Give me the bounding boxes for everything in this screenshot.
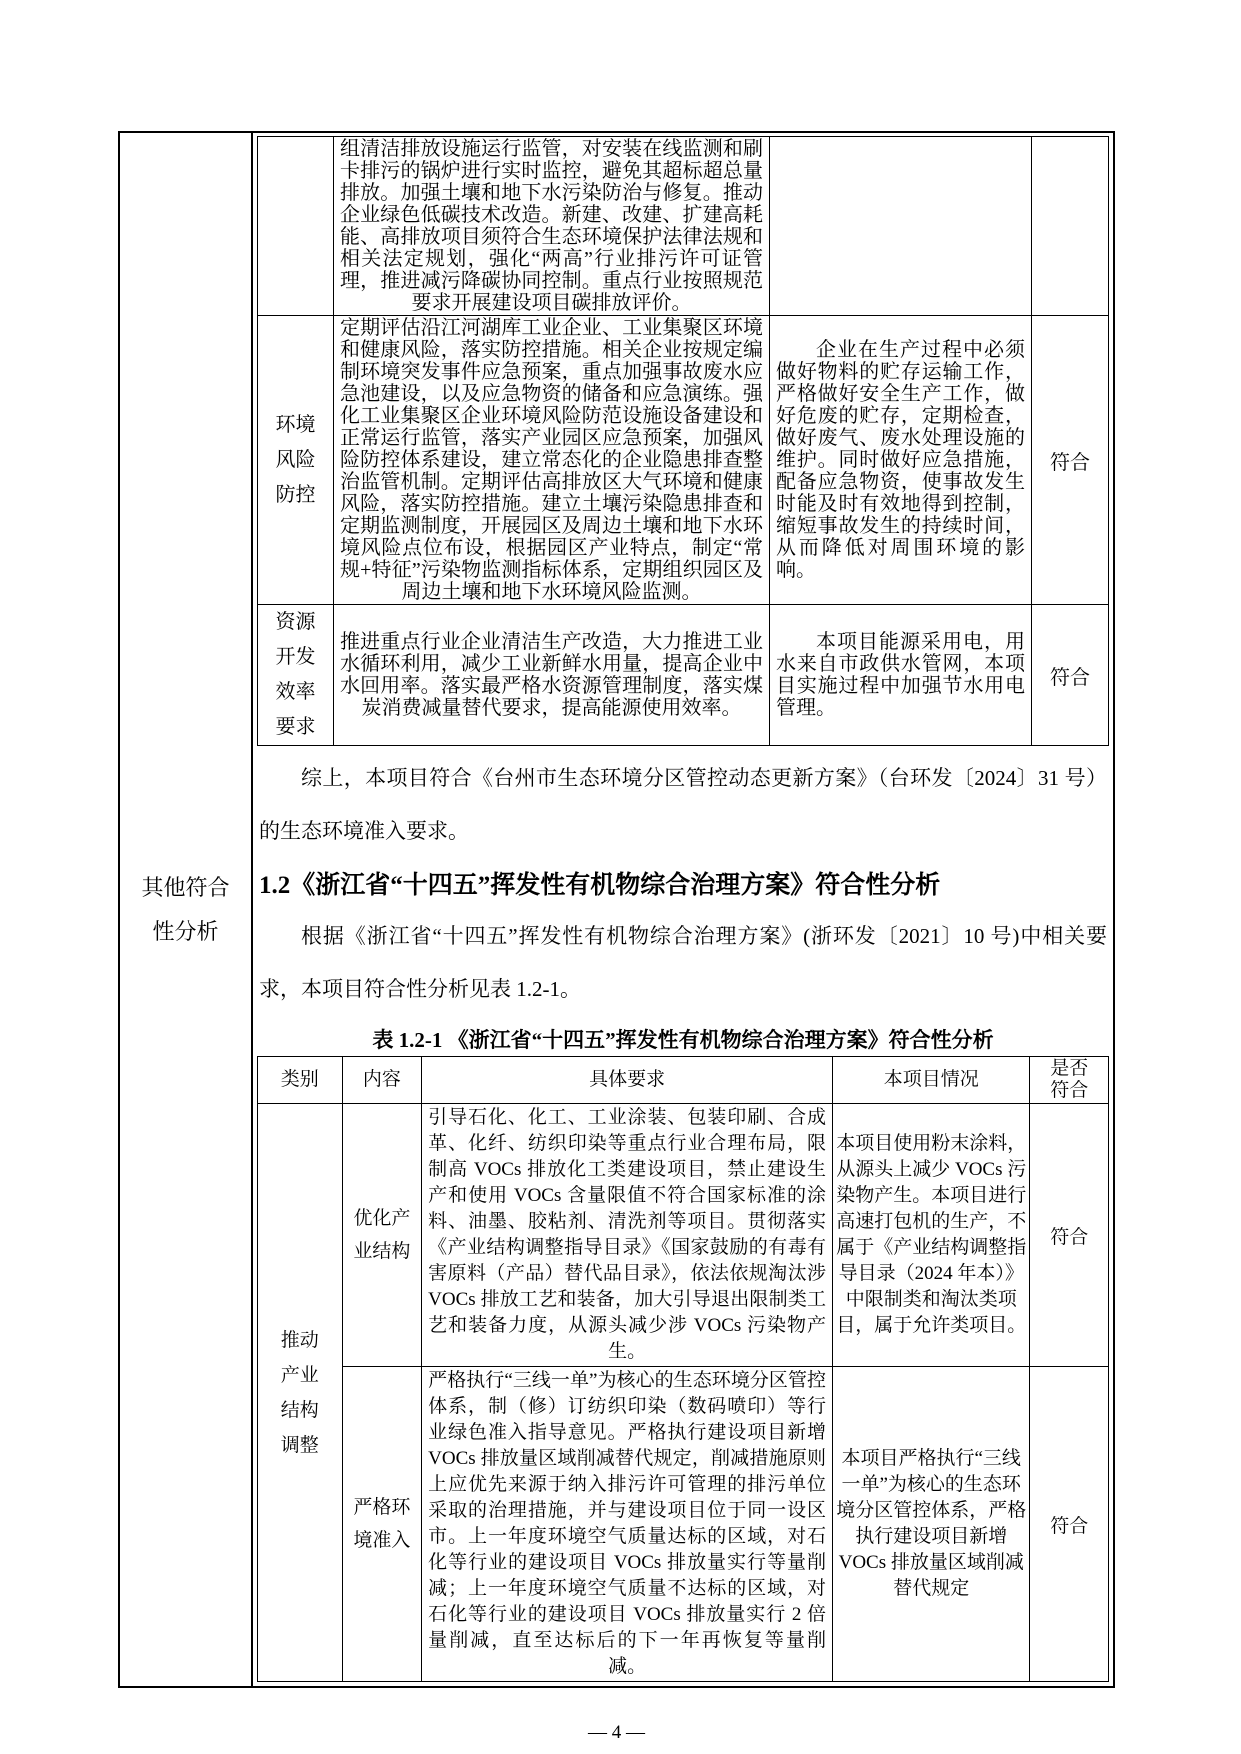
content-area [253, 133, 1113, 1686]
table-row-env-risk [258, 316, 1109, 605]
table-row-continuation [258, 137, 1109, 316]
compliance-analysis-frame [118, 131, 1115, 1688]
category-label: 推动产业结构调整 [280, 1329, 319, 1456]
header-requirement: 具体要求 [422, 1057, 833, 1104]
voc-compliance-table [257, 1056, 1109, 1682]
header-category: 类别 [258, 1057, 343, 1104]
table-row-optimize-structure [258, 1104, 1109, 1367]
project-situation-cell: 本项目严格执行“三线一单”为核心的生态环境分区管控体系，严格执行建设项目新增 VOCs 排放量区域削减替代规定 [833, 1367, 1030, 1682]
side-label-text: 其他符合性分析 [141, 874, 230, 944]
project-situation-cell-empty [770, 137, 1032, 316]
table-1-2-1-caption: 表 1.2-1 《浙江省“十四五”挥发性有机物综合治理方案》符合性分析 [372, 1028, 994, 1052]
project-situation-cell: 本项目能源采用电，用水来自市政供水管网，本项目实施过程中加强节水用电管理。 [770, 605, 1032, 746]
requirement-cell: 组清洁排放设施运行监管，对安装在线监测和刷卡排污的锅炉进行实时监控，避免其超标超总量排放。加强土壤和地下水污染防治与修复。推动企业绿色低碳技术改造。新建、改建、扩建高耗能、高排放项目须符合生态环境保护法律法规和相关法定规划，强化“两高”行业排污许可证管理，推进减污降碳协同控制。重点行业按照规范要求开展建设项目碳排放评价。 [334, 137, 770, 316]
compliance-cell: 符合 [1032, 316, 1109, 605]
project-situation-cell: 企业在生产过程中必须做好物料的贮存运输工作，严格做好安全生产工作，做好危废的贮存，定期检查，做好废气、废水处理设施的维护。同时做好应急措施，配备应急物资，使事故发生时能及时有效地得到控制，缩短事故发生的持续时间，从而降低对周围环境的影响。 [770, 316, 1032, 605]
requirement-cell: 推进重点行业企业清洁生产改造，大力推进工业水循环利用，减少工业新鲜水用量，提高企业中水回用率。落实最严格水资源管理制度，落实煤炭消费减量替代要求，提高能源使用效率。 [334, 605, 770, 746]
compliance-cell: 符合 [1030, 1367, 1109, 1682]
table-row-resource-efficiency [258, 605, 1109, 746]
header-content: 内容 [342, 1057, 422, 1104]
table-row-strict-access [258, 1367, 1109, 1682]
requirement-cell: 定期评估沿江河湖库工业企业、工业集聚区环境和健康风险，落实防控措施。相关企业按规定编制环境突发事件应急预案，重点加强事故废水应急池建设，以及应急物资的储备和应急演练。强化工业集聚区企业环境风险防范设施设备建设和正常运行监管，落实产业园区应急预案，加强风险防控体系建设，建立常态化的企业隐患排查整治监管机制。定期评估高排放区大气环境和健康风险，落实防控措施。建立土壤污染隐患排查和定期监测制度，开展园区及周边土壤和地下水环境风险点位布设，根据园区产业特点，制定“常规+特征”污染物监测指标体系，定期组织园区及周边土壤和地下水环境风险监测。 [334, 316, 770, 605]
section-intro-paragraph: 根据《浙江省“十四五”挥发性有机物综合治理方案》(浙环发〔2021〕10 号)中相关要求，本项目符合性分析见表 1.2-1。 [259, 924, 1107, 1001]
category-label: 资源开发效率要求 [275, 611, 316, 738]
content-cell [342, 1104, 422, 1367]
content-cell [342, 1367, 422, 1682]
requirement-cell: 严格执行“三线一单”为核心的生态环境分区管控体系，制（修）订纺织印染（数码喷印）等行业绿色准入指导意见。严格执行建设项目新增 VOCs 排放量区域削减替代规定，削减措施原则上应优先来源于纳入排污许可管理的排污单位采取的治理措施，并与建设项目位于同一设区市。上一年度环境空气质量达标的区域，对石化等行业的建设项目 VOCs 排放量实行等量削减；上一年度环境空气质量不达标的区域，对石化等行业的建设项目 VOCs 排放量实行 2 倍量削减，直至达标后的下一年再恢复等量削减。 [422, 1367, 833, 1682]
compliance-cell: 符合 [1030, 1104, 1109, 1367]
category-cell [258, 316, 334, 605]
section-heading-1-2: 1.2《浙江省“十四五”挥发性有机物综合治理方案》符合性分析 [259, 872, 941, 899]
requirement-cell: 引导石化、化工、工业涂装、包装印刷、合成革、化纤、纺织印染等重点行业合理布局，限制高 VOCs 排放化工类建设项目，禁止建设生产和使用 VOCs 含量限值不符合国家标准的涂料、油墨、胶粘剂、清洗剂等项目。贯彻落实《产业结构调整指导目录》《国家鼓励的有毒有害原料（产品）替代品目录》，依法依规淘汰涉 VOCs 排放工艺和装备，加大引导退出限制类工艺和装备力度，从源头减少涉 VOCs 污染物产生。 [422, 1104, 833, 1367]
category-label: 环境风险防控 [275, 413, 316, 506]
summary-paragraph: 综上，本项目符合《台州市生态环境分区管控动态更新方案》（台环发〔2024〕31 号）的生态环境准入要求。 [259, 766, 1107, 843]
project-situation-cell: 本项目使用粉末涂料，从源头上减少 VOCs 污染物产生。本项目进行高速打包机的生产，不属于《产业结构调整指导目录（2024 年本）》中限制类和淘汰类项目，属于允许类项目。 [833, 1104, 1030, 1367]
content-label: 优化产业结构 [353, 1208, 411, 1262]
header-compliance-label: 是否符合 [1050, 1058, 1089, 1101]
content-label: 严格环境准入 [353, 1497, 411, 1551]
category-cell [258, 1104, 343, 1682]
category-cell-empty [258, 137, 334, 316]
header-project-situation: 本项目情况 [833, 1057, 1030, 1104]
compliance-cell-empty [1032, 137, 1109, 316]
row-header-other-compliance [120, 133, 253, 1686]
page-number: — 4 — [588, 1722, 645, 1743]
header-compliance [1030, 1057, 1109, 1104]
compliance-cell: 符合 [1032, 605, 1109, 746]
category-cell [258, 605, 334, 746]
ecological-zoning-table [257, 136, 1109, 746]
header-row [258, 1057, 1109, 1104]
